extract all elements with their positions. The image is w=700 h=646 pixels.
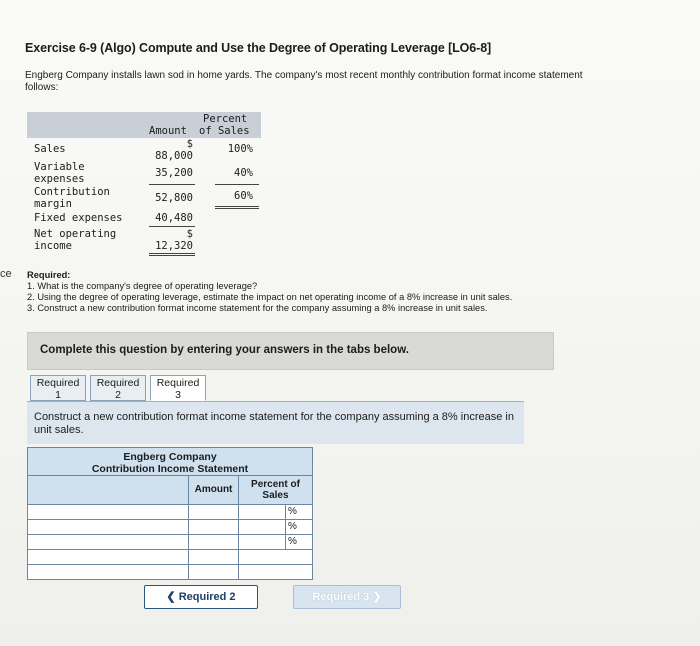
row-currency: $	[186, 138, 193, 150]
tab-required-1[interactable]	[30, 375, 86, 401]
label-column-header	[28, 476, 189, 504]
tab-number: 1	[55, 389, 61, 401]
col-pct-header-line2: of Sales	[199, 125, 250, 137]
label-input[interactable]	[28, 520, 189, 534]
tab-required-3[interactable]	[150, 375, 206, 401]
amount-input[interactable]	[189, 535, 239, 549]
row-label-line2: income	[34, 240, 72, 252]
row-label-line1: Net operating	[34, 228, 117, 240]
required-item-2: 2. Using the degree of operating leverage, estimate the impact on net operating income of a 8% increase in unit sales.	[27, 292, 513, 302]
double-underline-percent	[215, 206, 259, 209]
percent-column-header	[239, 476, 312, 504]
banner-text: Complete this question by entering your answers in the tabs below.	[40, 344, 409, 356]
col-pct-header-line1: Percent	[203, 113, 248, 125]
tab-instruction-panel	[27, 401, 524, 444]
percent-sign: %	[288, 506, 297, 517]
row-percent: 40%	[234, 167, 253, 179]
percent-input[interactable]	[239, 505, 286, 519]
row-amount: 12,320	[155, 240, 193, 252]
row-label-line2: expenses	[34, 173, 85, 185]
answer-table-column-headers	[28, 476, 312, 505]
double-underline-amount	[149, 253, 195, 256]
amount-input[interactable]	[189, 505, 239, 519]
edge-glyph: ce	[0, 268, 12, 280]
label-input[interactable]	[28, 535, 189, 549]
row-amount: 88,000	[155, 150, 193, 162]
col-amount-header: Amount	[149, 125, 187, 137]
statement-name: Contribution Income Statement	[91, 463, 249, 475]
tab-number: 3	[175, 389, 181, 401]
amount-column-header: Amount	[189, 476, 239, 504]
chevron-left-icon: ❮	[166, 591, 176, 603]
answer-row-4	[28, 550, 312, 565]
next-tab-label: Required 3	[312, 591, 370, 603]
row-percent: 100%	[227, 143, 253, 155]
answer-table	[27, 447, 313, 580]
chevron-right-icon: ❯	[372, 591, 382, 603]
row-label: Fixed expenses	[34, 212, 123, 224]
exercise-title: Exercise 6-9 (Algo) Compute and Use the Degree of Operating Leverage [LO6-8]	[25, 41, 492, 55]
row-amount: 52,800	[155, 192, 193, 204]
required-item-3: 3. Construct a new contribution format income statement for the company assuming a 8% increase in unit sales.	[27, 303, 488, 313]
underline-amount	[149, 184, 195, 185]
required-item-1: 1. What is the company's degree of operating leverage?	[27, 281, 258, 291]
tab-number: 2	[115, 389, 121, 401]
percent-input[interactable]	[239, 535, 286, 549]
tab-label: Required	[96, 377, 140, 389]
required-heading: Required:	[27, 270, 71, 280]
exercise-intro: Engberg Company installs lawn sod in home yards. The company's most recent monthly contribution format income statement follows:	[25, 70, 583, 93]
income-statement-header	[27, 112, 261, 138]
row-variable-expenses	[27, 162, 261, 186]
required-section	[27, 270, 627, 314]
row-label: Sales	[34, 143, 66, 155]
amount-input[interactable]	[189, 520, 239, 534]
next-tab-button[interactable]	[293, 585, 401, 609]
prev-tab-label: Required 2	[178, 591, 236, 603]
underline-percent	[215, 184, 259, 185]
percent-header-line2: Sales	[262, 490, 289, 501]
row-amount: 40,480	[155, 212, 193, 224]
prev-tab-button[interactable]	[144, 585, 258, 609]
label-input[interactable]	[28, 550, 189, 564]
row-label-line1: Variable	[34, 161, 85, 173]
amount-input[interactable]	[189, 550, 239, 564]
income-statement	[27, 112, 261, 252]
percent-sign: %	[288, 536, 297, 547]
answer-row-1	[28, 505, 312, 520]
percent-sign: %	[288, 521, 297, 532]
percent-header-line1: Percent of	[251, 479, 300, 490]
row-currency: $	[186, 228, 193, 240]
row-net-operating-income	[27, 229, 261, 255]
row-label-line2: margin	[34, 198, 72, 210]
row-label-line1: Contribution	[34, 186, 110, 198]
percent-input[interactable]	[239, 520, 286, 534]
underline-amount	[149, 226, 195, 227]
tab-instruction-text: Construct a new contribution format income statement for the company assuming a 8% increase in unit sales.	[34, 411, 514, 436]
percent-cell	[239, 565, 285, 579]
label-input[interactable]	[28, 565, 189, 579]
answer-row-5	[28, 565, 312, 579]
tab-required-2[interactable]	[90, 375, 146, 401]
percent-cell	[239, 550, 285, 564]
row-fixed-expenses	[27, 212, 261, 226]
amount-input[interactable]	[189, 565, 239, 579]
row-percent: 60%	[234, 190, 253, 202]
row-amount: 35,200	[155, 167, 193, 179]
instructions-banner	[27, 332, 554, 370]
company-name: Engberg Company	[123, 451, 217, 463]
answer-row-2	[28, 520, 312, 535]
label-input[interactable]	[28, 505, 189, 519]
tab-label: Required	[36, 377, 80, 389]
answer-table-title	[28, 448, 312, 476]
answer-row-3	[28, 535, 312, 550]
tab-label: Required	[156, 377, 200, 389]
